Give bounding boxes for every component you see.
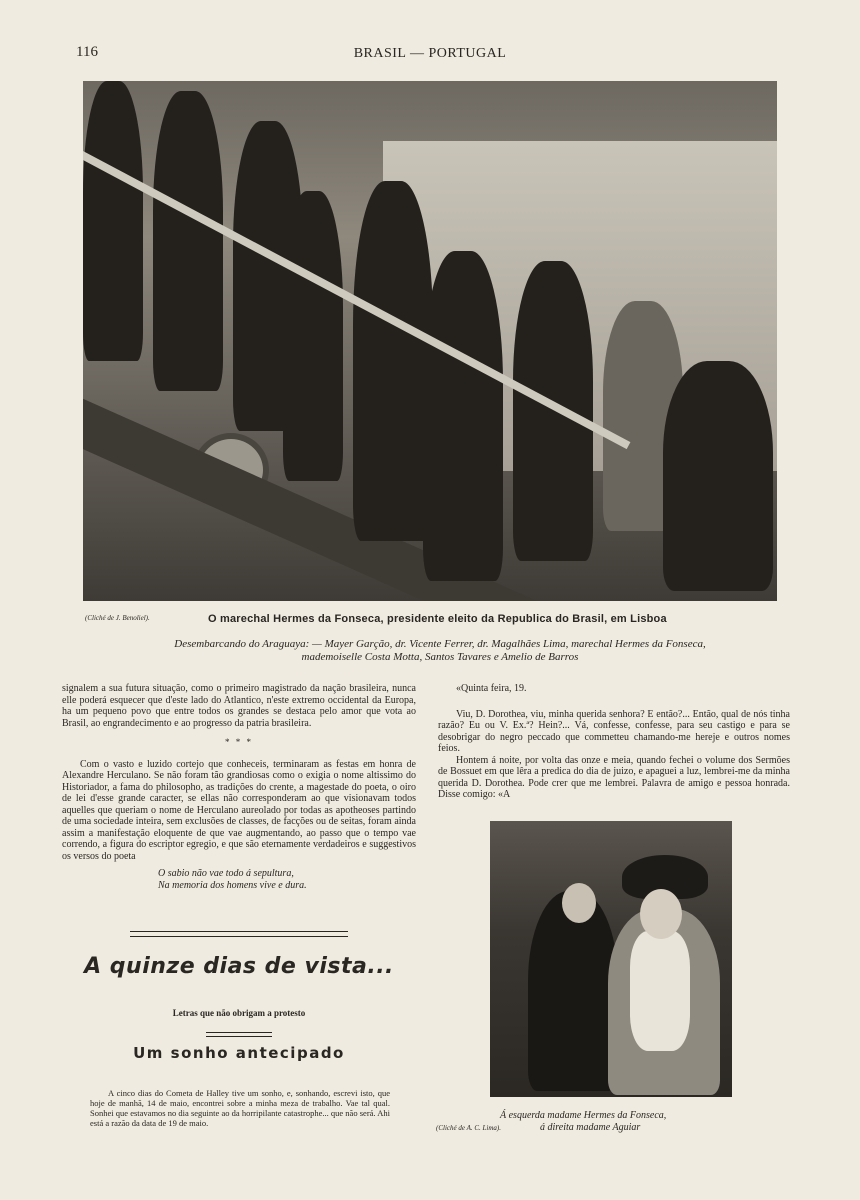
feature-intro: A cinco dias do Cometa de Halley tive um sonho, e, sonhando, escrevi isto, que hoje de manhã, 14 de maio, encontrei sobre a minha meza de trabalho. Vae tal qual. Sonhei que estavamos no dia seguinte ao da horripilante catastrophe... que não será. Ahi está a razão da data de 19 de maio. bbox=[90, 1088, 390, 1128]
divider bbox=[130, 931, 348, 937]
face bbox=[640, 889, 682, 939]
page-number: 116 bbox=[76, 44, 98, 60]
face bbox=[562, 883, 596, 923]
verse bbox=[158, 868, 416, 892]
portrait-credit: (Cliché de A. C. Lima). bbox=[436, 1124, 502, 1132]
scarf bbox=[630, 931, 690, 1051]
paragraph: Viu, D. Dorothea, viu, minha querida senhora? E então?... Então, qual de nós tinha razão? Eu ou V. Ex.ª? Hein?... Vá, confesse, confesse, para seu castigo e para se desobrigar do negro peccado que commetteu chamando-me hereje e outros nomes feios. bbox=[438, 708, 790, 754]
figure bbox=[153, 91, 223, 391]
section-title: Um sonho antecipado bbox=[133, 1044, 345, 1062]
figure bbox=[83, 81, 143, 361]
portrait-photograph bbox=[490, 821, 732, 1097]
subcaption-line: mademoiselle Costa Motta, Santos Tavares e Amelio de Barros bbox=[301, 651, 579, 663]
section-separator: * * * bbox=[225, 737, 253, 747]
verse-line: Na memoria dos homens vive e dura. bbox=[158, 880, 307, 891]
photo-credit: (Cliché de J. Benoliel). bbox=[85, 614, 150, 622]
running-title: BRASIL — PORTUGAL bbox=[353, 46, 507, 61]
paragraph: signalem a sua futura situação, como o primeiro magistrado da nação brasileira, nunca elle poderá esquecer que d'este lado do Atlantico, n'este extremo occidental da Europa, ha um pequeno povo que entre todos os grandes se destaca pelo amor que vota ao Brasil, ao engrandecimento e ao progresso da patria brasileira. bbox=[62, 683, 416, 729]
right-column bbox=[438, 683, 790, 801]
figure bbox=[423, 251, 503, 581]
photo-subcaption bbox=[100, 638, 780, 664]
verse-line: O sabio não vae todo á sepultura, bbox=[158, 868, 294, 879]
figure bbox=[353, 181, 433, 541]
paragraph: Hontem á noite, por volta das onze e meia, quando fechei o volume dos Sermões de Bossuet em que lêra a predica do dia de juizo, e apaguei a luz, lembrei-me da minha querida D. Dorothea. Pode crer que me lembrei. Palavra de amigo e pessoa honrada. Disse comigo: «A bbox=[438, 754, 790, 800]
dateline: «Quinta feira, 19. bbox=[456, 683, 527, 694]
figure bbox=[283, 191, 343, 481]
divider bbox=[206, 1032, 272, 1037]
left-column bbox=[62, 683, 416, 892]
figure bbox=[513, 261, 593, 561]
figure bbox=[663, 361, 773, 591]
photo-caption: O marechal Hermes da Fonseca, presidente eleito da Republica do Brasil, em Lisboa bbox=[208, 613, 667, 625]
feature-subtitle: Letras que não obrigam a protesto bbox=[172, 1008, 306, 1018]
portrait-caption: Á esquerda madame Hermes da Fonseca, bbox=[500, 1110, 667, 1121]
subcaption-line: Desembarcando do Araguaya: — Mayer Garção, dr. Vicente Ferrer, dr. Magalhães Lima, marechal Hermes da Fonseca, bbox=[174, 638, 706, 650]
portrait-caption: á direita madame Aguiar bbox=[540, 1122, 641, 1133]
feature-title: A quinze dias de vista... bbox=[84, 954, 394, 979]
disembarkation-photograph bbox=[83, 81, 777, 601]
paragraph: Com o vasto e luzido cortejo que conheceis, terminaram as festas em honra de Alexandre Herculano. Se não foram tão grandiosas como o exigia o nome altissimo do Historiador, a fama do philosopho, as tradições do crente, a magestade do poeta, o oiro de lei d'esse grande caracter, se ellas não corresponderam ao que visionavam todos aquelles que queriam o nome de Herculano aureolado por todas as apotheoses partindo de uma sociedade inteira, sem exclusões de classes, de facções ou de seitas, foram ainda assim a manifestação eloquente de que vae augmentando, ao passo que o tempo vae correndo, a figura do escriptor egregio, e que são eternamente verdadeiros e suggestivos os versos do poeta bbox=[62, 758, 416, 862]
